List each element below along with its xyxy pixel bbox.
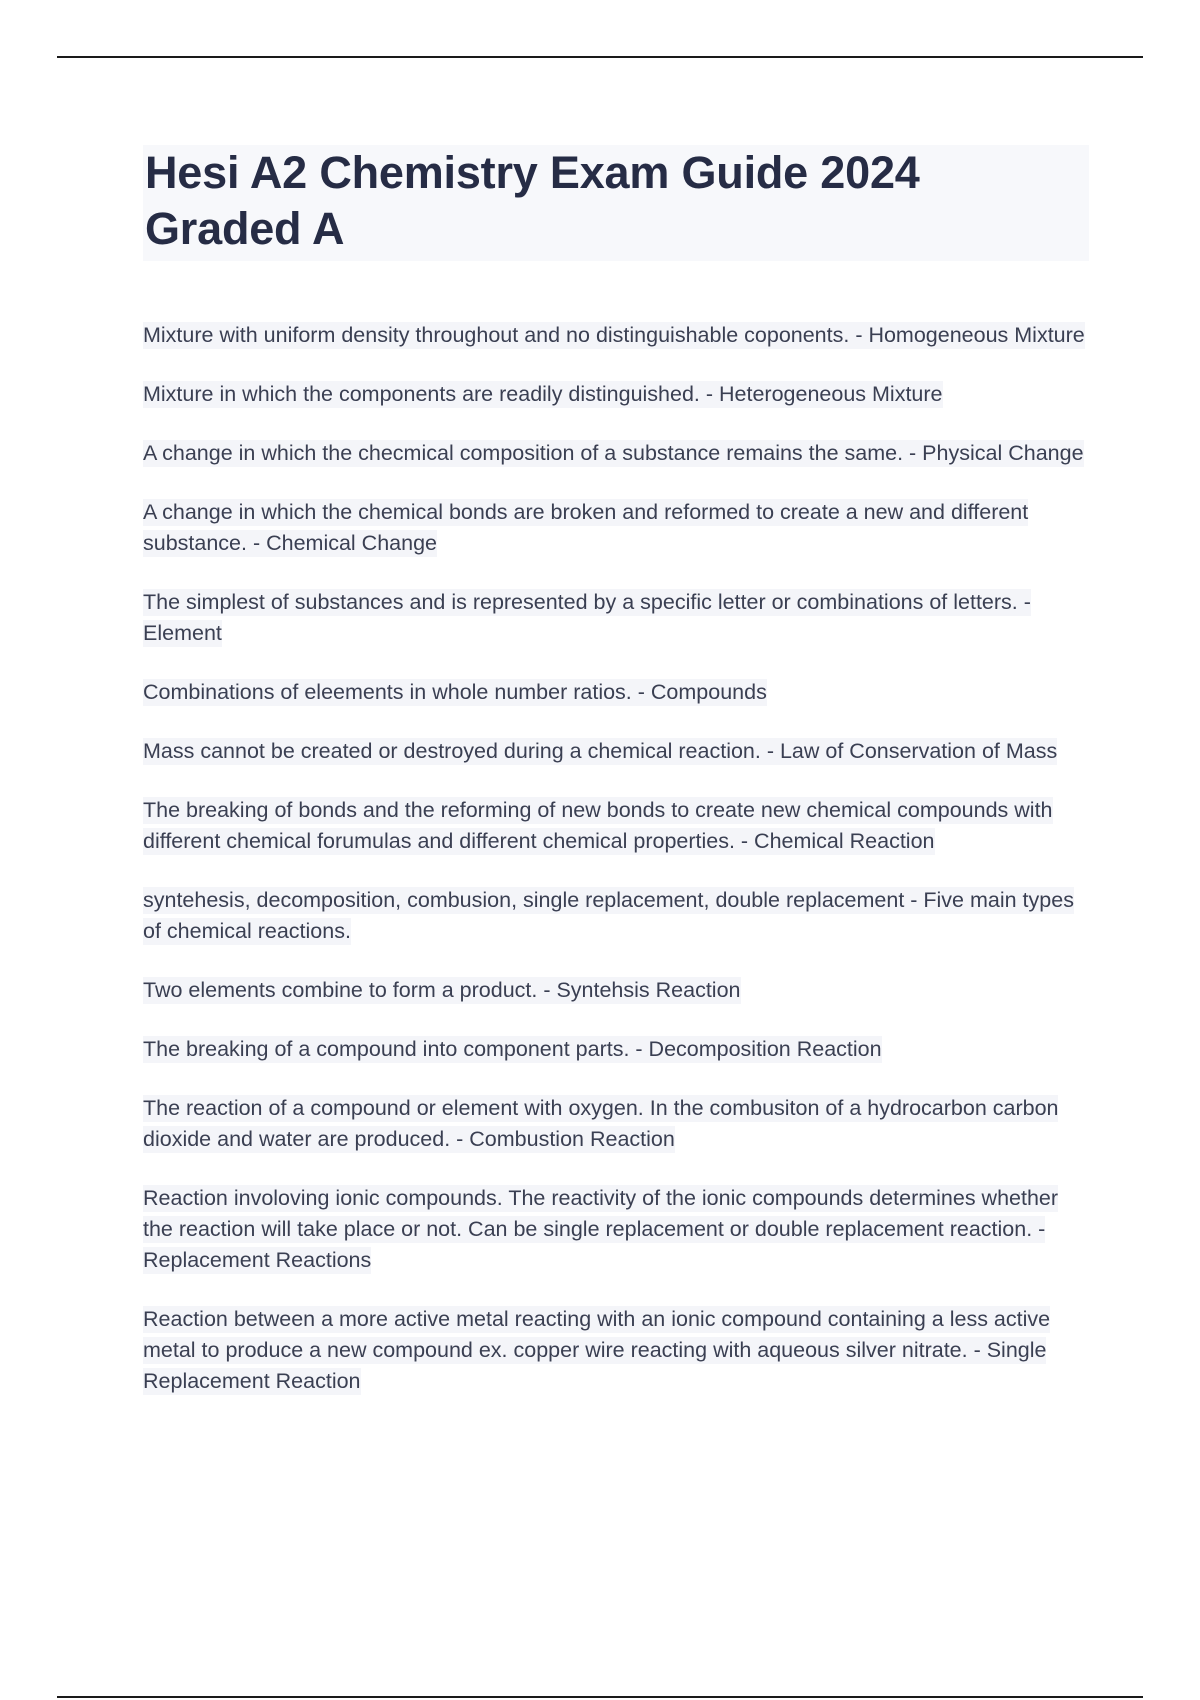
qa-text: A change in which the chemical bonds are broken and reformed to create a new and different substance. - Chemical Change <box>143 500 1029 555</box>
qa-text: syntehesis, decomposition, combusion, single replacement, double replacement - Five main types of chemical reactions. <box>143 888 1074 943</box>
list-item <box>143 678 1093 709</box>
qa-list <box>143 321 1093 1398</box>
list-item <box>143 588 1093 650</box>
list-item <box>143 737 1093 768</box>
qa-text: The simplest of substances and is represented by a specific letter or combinations of letters. - Element <box>143 590 1031 645</box>
qa-text: Reaction between a more active metal reacting with an ionic compound containing a less active metal to produce a new compound ex. copper wire reacting with aqueous silver nitrate. - Single Replacement Reaction <box>143 1307 1051 1393</box>
qa-text: Combinations of eleements in whole number ratios. - Compounds <box>143 680 767 704</box>
list-item <box>143 498 1093 560</box>
qa-text: The reaction of a compound or element with oxygen. In the combusiton of a hydrocarbon carbon dioxide and water are produced. - Combustion Reaction <box>143 1096 1059 1151</box>
list-item <box>143 1184 1093 1277</box>
qa-text: Mixture in which the components are readily distinguished. - Heterogeneous Mixture <box>143 382 943 406</box>
list-item <box>143 380 1093 411</box>
qa-text: Reaction involoving ionic compounds. The reactivity of the ionic compounds determines whether the reaction will take place or not. Can be single replacement or double replacement reaction. - Replacement Reactions <box>143 1186 1059 1272</box>
list-item <box>143 321 1093 352</box>
list-item <box>143 886 1093 948</box>
top-rule <box>57 56 1143 58</box>
list-item <box>143 439 1093 470</box>
qa-text: The breaking of bonds and the reforming of new bonds to create new chemical compounds with different chemical forumulas and different chemical properties. - Chemical Reaction <box>143 798 1053 853</box>
title-block <box>143 145 1089 261</box>
qa-text: Mass cannot be created or destroyed during a chemical reaction. - Law of Conservation of Mass <box>143 739 1058 763</box>
qa-text: A change in which the checmical composition of a substance remains the same. - Physical Change <box>143 441 1084 465</box>
list-item <box>143 796 1093 858</box>
document-body <box>143 145 1093 1426</box>
bottom-rule <box>57 1696 1143 1698</box>
list-item <box>143 1035 1093 1066</box>
list-item <box>143 1305 1093 1398</box>
qa-text: Two elements combine to form a product. - Syntehsis Reaction <box>143 978 741 1002</box>
document-title: Hesi A2 Chemistry Exam Guide 2024 Graded A <box>145 147 920 254</box>
list-item <box>143 976 1093 1007</box>
qa-text: Mixture with uniform density throughout and no distinguishable coponents. - Homogeneous Mixture <box>143 323 1085 347</box>
list-item <box>143 1094 1093 1156</box>
qa-text: The breaking of a compound into component parts. - Decomposition Reaction <box>143 1037 882 1061</box>
